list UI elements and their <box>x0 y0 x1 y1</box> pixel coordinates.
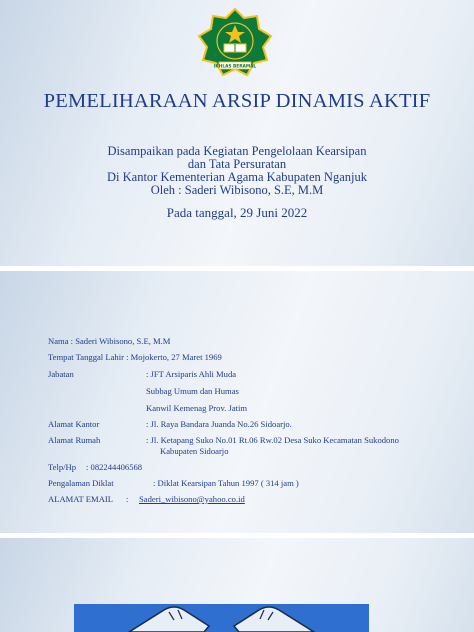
bio-nama: Nama : Saderi Wibisono, S.E, M.M <box>48 336 171 346</box>
presentation-date: Pada tanggal, 29 Juni 2022 <box>166 205 308 220</box>
bio-email-link[interactable]: Saderi_wibisono@yahoo.co.id <box>139 494 245 504</box>
kemenag-emblem-icon <box>197 8 273 80</box>
title-slide <box>0 0 474 266</box>
subtitle-line-3: Di Kantor Kementerian Agama Kabupaten Nganjuk <box>107 170 367 184</box>
bio-jabatan-line-3: Kanwil Kemenag Prov. Jatim <box>146 403 248 413</box>
hands-icon <box>74 604 369 632</box>
bio-diklat-label: Pengalaman Diklat <box>48 478 114 488</box>
presentation-title: PEMELIHARAAN ARSIP DINAMIS AKTIF <box>43 90 431 112</box>
bio-kantor-value: : Jl. Raya Bandara Juanda No.26 Sidoarjo. <box>146 419 292 429</box>
bio-hp-value: : 082244406568 <box>86 462 143 472</box>
bio-slide <box>0 271 474 533</box>
bio-jabatan-line-2: Subbag Umum dan Humas <box>146 386 239 396</box>
bio-jabatan-label: Jabatan <box>48 369 74 379</box>
subtitle-line-2: dan Tata Persuratan <box>187 157 287 171</box>
subtitle-line-1: Disampaikan pada Kegiatan Pengelolaan Kearsipan <box>107 144 367 158</box>
svg-text:IKHLAS BERAMAL: IKHLAS BERAMAL <box>213 64 257 70</box>
bio-diklat-value: : Diklat Kearsipan Tahun 1997 ( 314 jam ) <box>153 478 299 488</box>
bio-kantor-label: Alamat Kantor <box>48 419 100 429</box>
bio-rumah-value-2: Kabupaten Sidoarjo <box>160 446 229 456</box>
bio-hp-label: Telp/Hp <box>48 462 77 472</box>
bio-rumah-label: Alamat Rumah <box>48 435 101 445</box>
bio-email-sep: : <box>126 494 129 504</box>
bio-email-label: ALAMAT EMAIL <box>48 494 114 504</box>
bio-ttl: Tempat Tanggal Lahir : Mojokerto, 27 Maret 1969 <box>48 352 222 362</box>
hands-illustration-image <box>74 604 369 632</box>
bio-rumah-value: : Jl. Ketapang Suko No.01 Rt.06 Rw.02 Desa Suko Kecamatan Sukodono <box>146 435 399 445</box>
subtitle-line-4: Oleh : Saderi Wibisono, S.E, M.M <box>150 183 324 197</box>
bio-jabatan-line-1: : JFT Arsiparis Ahli Muda <box>146 369 237 379</box>
